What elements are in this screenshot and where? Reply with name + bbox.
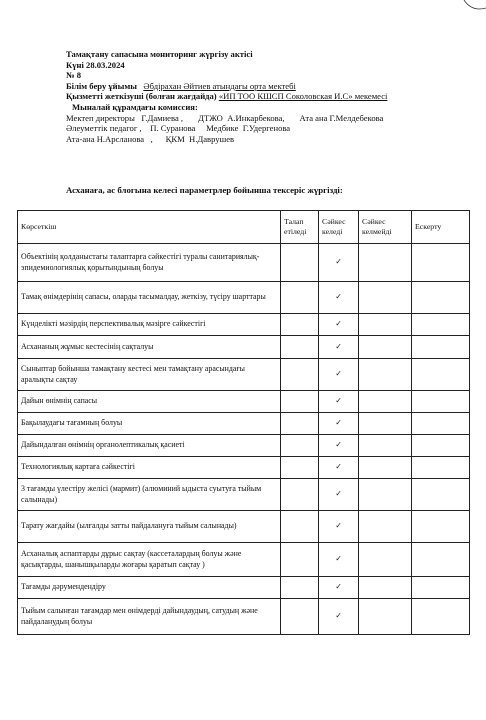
noncompliant-cell xyxy=(359,413,412,435)
check-mark-icon: ✓ xyxy=(335,369,342,379)
note-cell xyxy=(412,413,470,435)
note-cell xyxy=(412,336,470,359)
note-cell xyxy=(412,244,470,282)
intro-text: Асханаға, ас блогына келесі параметрлер бойынша тексеріс жүргізді: xyxy=(66,185,343,195)
note-cell xyxy=(412,543,470,577)
check-mark-icon: ✓ xyxy=(335,611,342,621)
indicator-cell: Сыныптар бойынша тамақтану кестесі мен тамақтану арасындағы аралықты сақтау xyxy=(18,359,281,391)
check-mark-icon: ✓ xyxy=(335,489,342,499)
check-mark-icon: ✓ xyxy=(335,341,342,351)
header-indicator: Көрсеткіш xyxy=(18,211,281,244)
noncompliant-cell xyxy=(359,391,412,413)
note-cell xyxy=(412,391,470,413)
note-cell xyxy=(412,435,470,457)
indicator-cell: Күнделікті мәзірдің перспективалық мәзірге сәйкестігі xyxy=(18,314,281,336)
check-mark-icon: ✓ xyxy=(335,292,342,302)
indicator-cell: Бақылаудағы тағамның болуы xyxy=(18,413,281,435)
supplier-value: «ИП ТОО КШСП Соколовская И.С» мекемесі xyxy=(218,91,388,102)
required-cell xyxy=(281,543,319,577)
required-cell xyxy=(281,282,319,314)
act-header xyxy=(66,49,446,144)
supplier-label: Қызметті жеткізуші (болған жағдайда) xyxy=(66,91,217,102)
table-row xyxy=(18,413,470,435)
noncompliant-cell xyxy=(359,282,412,314)
indicator-cell: Дайын өнімнің сапасы xyxy=(18,391,281,413)
act-title: Тамақтану сапасына мониторинг жүргізу актісі xyxy=(66,49,253,59)
note-cell xyxy=(412,479,470,511)
supplier-line xyxy=(66,91,446,102)
note-cell xyxy=(412,511,470,543)
check-mark-icon: ✓ xyxy=(335,582,342,592)
table-row xyxy=(18,391,470,413)
act-number: № 8 xyxy=(66,70,82,81)
commission-line-3: Ата-ана Н.Арсланова , ҚКМ Н.Даврушев xyxy=(66,133,235,144)
header-required: Талап етіледі xyxy=(281,211,319,244)
table-row xyxy=(18,543,470,577)
compliant-check-cell xyxy=(319,599,359,635)
table-row xyxy=(18,511,470,543)
table-row xyxy=(18,359,470,391)
organization-value: Әбдірахан Әйтиев атындағы орта мектебі xyxy=(143,80,296,91)
required-cell xyxy=(281,336,319,359)
compliant-check-cell xyxy=(319,336,359,359)
check-mark-icon: ✓ xyxy=(335,257,342,267)
required-cell xyxy=(281,435,319,457)
indicator-cell: Объектінің қолданыстағы талаптарға сәйкестігі туралы санитариялық-эпидемиологиялық қорытындының болуы xyxy=(18,244,281,282)
note-cell xyxy=(412,314,470,336)
table-row xyxy=(18,435,470,457)
check-mark-icon: ✓ xyxy=(335,521,342,531)
header-note: Ескерту xyxy=(412,211,470,244)
table-row xyxy=(18,457,470,479)
noncompliant-cell xyxy=(359,457,412,479)
check-mark-icon: ✓ xyxy=(335,319,342,329)
noncompliant-cell xyxy=(359,511,412,543)
indicator-cell: 3 тағамды үлестіру желісі (мармит) (алюминий ыдыста суытуға тыйым салынады) xyxy=(18,479,281,511)
inspection-table xyxy=(17,210,470,635)
act-date: Күні 28.03.2024 xyxy=(66,59,125,70)
compliant-check-cell xyxy=(319,543,359,577)
required-cell xyxy=(281,457,319,479)
corner-mark xyxy=(462,0,486,14)
indicator-cell: Тамақ өнімдерінің сапасы, оларды тасымалдау, жеткізу, түсіру шарттары xyxy=(18,282,281,314)
indicator-cell: Технологиялық картаға сәйкестігі xyxy=(18,457,281,479)
required-cell xyxy=(281,391,319,413)
organization-label: Білім беру ұйымы xyxy=(66,80,137,91)
indicator-cell: Асхананың жұмыс кестесінің сақталуы xyxy=(18,336,281,359)
compliant-check-cell xyxy=(319,457,359,479)
compliant-check-cell xyxy=(319,435,359,457)
noncompliant-cell xyxy=(359,244,412,282)
required-cell xyxy=(281,599,319,635)
table-row xyxy=(18,479,470,511)
noncompliant-cell xyxy=(359,435,412,457)
noncompliant-cell xyxy=(359,359,412,391)
note-cell xyxy=(412,282,470,314)
compliant-check-cell xyxy=(319,577,359,599)
check-mark-icon: ✓ xyxy=(335,440,342,450)
compliant-check-cell xyxy=(319,391,359,413)
required-cell xyxy=(281,413,319,435)
required-cell xyxy=(281,244,319,282)
required-cell xyxy=(281,577,319,599)
table-row xyxy=(18,577,470,599)
table-row xyxy=(18,314,470,336)
check-mark-icon: ✓ xyxy=(335,396,342,406)
indicator-cell: Тыйым салынған тағамдар мен өнімдерді дайындаудың, сатудың және пайдаланудың болуы xyxy=(18,599,281,635)
check-mark-icon: ✓ xyxy=(335,462,342,472)
header-noncompliant: Сәйкес келмейді xyxy=(359,211,412,244)
note-cell xyxy=(412,457,470,479)
noncompliant-cell xyxy=(359,336,412,359)
noncompliant-cell xyxy=(359,577,412,599)
header-compliant: Сәйкес келеді xyxy=(319,211,359,244)
required-cell xyxy=(281,511,319,543)
indicator-cell: Дайындалған өнімнің органолептикалық қасиеті xyxy=(18,435,281,457)
compliant-check-cell xyxy=(319,479,359,511)
indicator-cell: Асханалық аспаптарды дұрыс сақтау (кассеталардың болуы және қасықтарды, шанышқыларды жоғары қаратып сақтау ) xyxy=(18,543,281,577)
compliant-check-cell xyxy=(319,314,359,336)
commission-label: Мыналай құрамдағы комиссия: xyxy=(72,101,198,112)
compliant-check-cell xyxy=(319,511,359,543)
required-cell xyxy=(281,359,319,391)
check-mark-icon: ✓ xyxy=(335,554,342,564)
table-row xyxy=(18,244,470,282)
required-cell xyxy=(281,479,319,511)
table-row xyxy=(18,599,470,635)
table-header-row xyxy=(18,211,470,244)
commission-line-1: Мектеп директоры Г.Дамиева , ДТЖО А.Инкарбекова, Ата ана Г.Мелдебекова xyxy=(66,112,384,123)
noncompliant-cell xyxy=(359,599,412,635)
table-row xyxy=(18,336,470,359)
compliant-check-cell xyxy=(319,359,359,391)
required-cell xyxy=(281,314,319,336)
compliant-check-cell xyxy=(319,413,359,435)
indicator-cell: Тағамды дәрумендендіру xyxy=(18,577,281,599)
indicator-cell: Тарату жағдайы (ылғалды затты пайдалануға тыйым салынады) xyxy=(18,511,281,543)
note-cell xyxy=(412,359,470,391)
check-mark-icon: ✓ xyxy=(335,418,342,428)
table-body xyxy=(18,244,470,635)
table-row xyxy=(18,282,470,314)
noncompliant-cell xyxy=(359,314,412,336)
note-cell xyxy=(412,599,470,635)
organization-line xyxy=(66,81,446,92)
note-cell xyxy=(412,577,470,599)
noncompliant-cell xyxy=(359,479,412,511)
commission-line-2: Әлеуметтік педагог , П. Суранова Медбике Г.Удергенова xyxy=(66,123,291,134)
compliant-check-cell xyxy=(319,282,359,314)
noncompliant-cell xyxy=(359,543,412,577)
compliant-check-cell xyxy=(319,244,359,282)
